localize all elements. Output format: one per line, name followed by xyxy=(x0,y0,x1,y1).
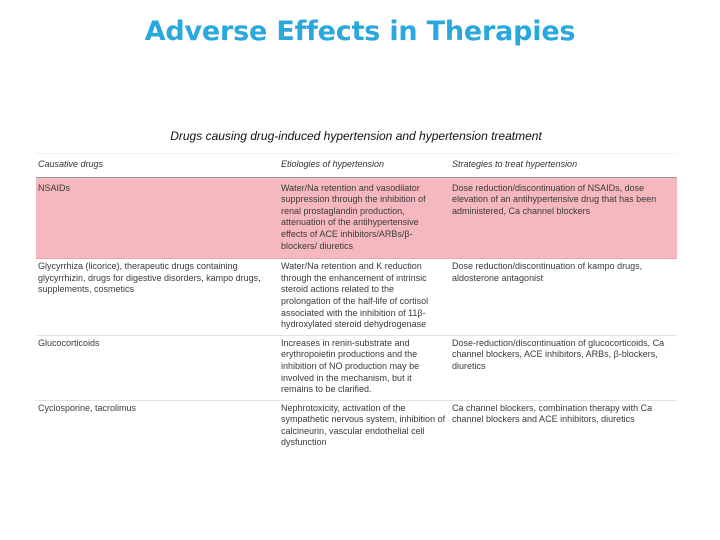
table-row-glycyrrhiza xyxy=(36,259,677,336)
cell-strategy: Dose reduction/discontinuation of NSAIDs, dose elevation of an antihypertensive drug that has been administered, Ca channel blockers xyxy=(450,177,677,259)
cell-strategy: Dose reduction/discontinuation of kampo drugs, aldosterone antagonist xyxy=(450,259,677,336)
drug-table-container xyxy=(36,153,677,453)
table-header-row xyxy=(36,154,677,178)
table-row-nsaids xyxy=(36,177,677,259)
slide-title: Adverse Effects in Therapies xyxy=(144,16,576,47)
table-row-glucocorticoids xyxy=(36,335,677,400)
header-strategies: Strategies to treat hypertension xyxy=(450,154,677,178)
cell-drugs: Glycyrrhiza (licorice), therapeutic drugs containing glycyrrhizin, drugs for digestive disorders, kampo drugs, supplements, cosmetics xyxy=(36,259,279,336)
header-causative-drugs: Causative drugs xyxy=(36,154,279,178)
cell-etiology: Water/Na retention and vasodilator suppression through the inhibition of renal prostaglandin production, attenuation of the antihypertensive effects of ACE inhibitors/ARBs/β-blockers/ diuretics xyxy=(279,177,450,259)
table-caption: Drugs causing drug-induced hypertension and hypertension treatment xyxy=(170,129,542,143)
cell-etiology: Nephrotoxicity, activation of the sympathetic nervous system, inhibition of calcineurin, vascular endothelial cell dysfunction xyxy=(281,402,446,448)
header-etiologies: Etiologies of hypertension xyxy=(279,154,450,178)
cell-strategy: Ca channel blockers, combination therapy with Ca channel blockers and ACE inhibitors, diuretics xyxy=(452,402,653,425)
cell-etiology: Increases in renin-substrate and erythropoietin productions and the inhibition of NO production may be involved in the mechanism, but it remains to be clarified. xyxy=(279,335,450,400)
cell-drugs: NSAIDs xyxy=(36,177,279,259)
table-row-cyclosporine xyxy=(36,400,677,453)
cell-etiology: Water/Na retention and K reduction through the enhancement of intrinsic steroid actions related to the prolongation of the half-life of cortisol associated with the inhibition of 11β-hydroxylated steroid dehydrogenase xyxy=(279,259,450,336)
cell-strategy: Dose-reduction/discontinuation of glucocorticoids, Ca channel blockers, ACE inhibitors, ARBs, β-blockers, diuretics xyxy=(450,335,677,400)
cell-drugs: Glucocorticoids xyxy=(36,335,279,400)
cell-drugs: Cyclosporine, tacrolimus xyxy=(38,402,137,413)
drug-hypertension-table xyxy=(36,153,677,453)
